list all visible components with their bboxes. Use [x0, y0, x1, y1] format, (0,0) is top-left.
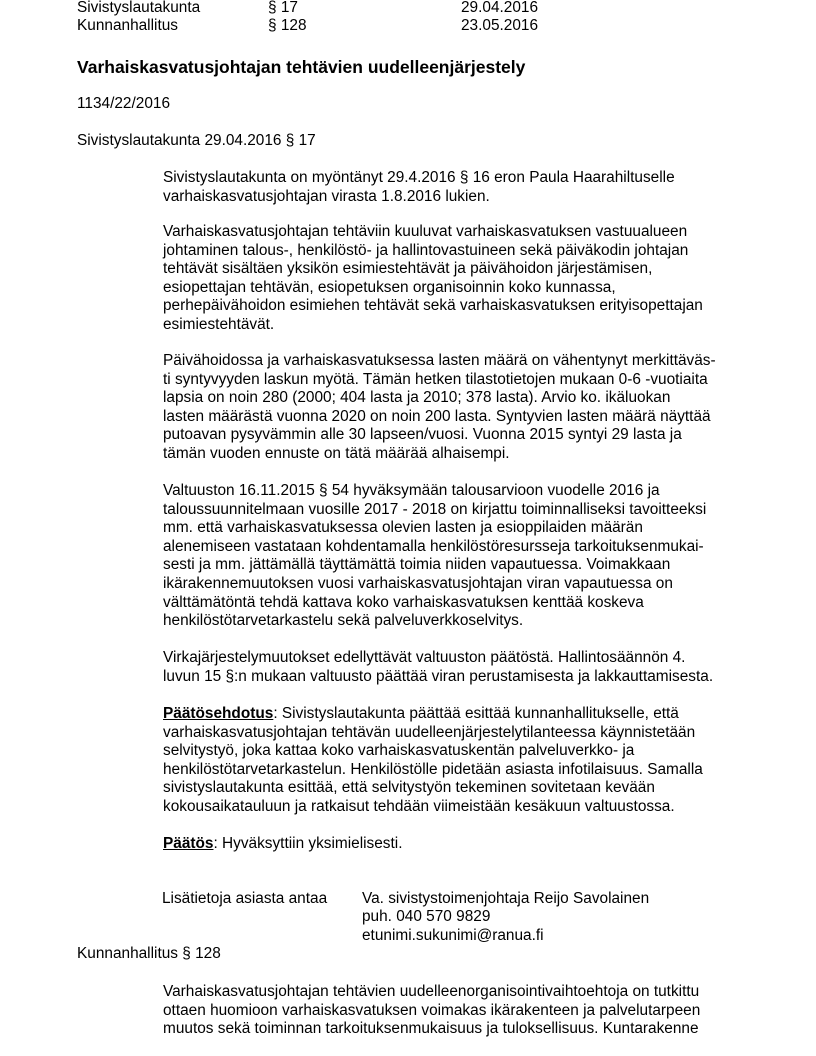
paragraph-duties	[163, 223, 763, 335]
text-line: Päivähoidossa ja varhaiskasvatuksessa lasten määrä on vähentynyt merkittäväs-	[163, 352, 716, 369]
text-line: tämän vuoden ennuste on tätä määrää alhaisempi.	[163, 444, 510, 462]
header-date-1: 29.04.2016	[461, 0, 539, 16]
decision-proposal	[163, 705, 763, 817]
text-line: perhepäivähoidon esimiehen tehtävät sekä varhaiskasvatuksen erityisopettajan	[163, 297, 703, 315]
text-line: ikärakennemuutoksen vuosi varhaiskasvatusjohtajan viran vapautuessa on	[163, 574, 673, 592]
text-line: taloussuunnitelmaan vuosille 2017 - 2018 on kirjattu toiminnalliseksi tavoitteeksi	[163, 500, 707, 518]
text-line: mm. että varhaiskasvatuksessa olevien lasten ja esioppilaiden määrän	[163, 519, 643, 537]
decision-label: Päätös	[163, 835, 214, 852]
text-line: lapsia on noin 280 (2000; 404 lasta ja 2010; 378 lasta). Arvio ko. ikäluokan	[163, 389, 671, 407]
text-line: muutos sekä toiminnan tarkoituksenmukaisuus ja tuloksellisuus. Kuntarakenne	[163, 1020, 699, 1038]
text-line: putoavan pysyvämmin alle 30 lapseen/vuosi. Vuonna 2015 syntyi 29 lasta ja	[163, 426, 682, 444]
text-line: selvitystyö, joka kattaa koko varhaiskasvatuskentän palveluverkko- ja	[163, 742, 635, 760]
paragraph-resignation	[163, 169, 763, 206]
text-line: alenemiseen vastataan kohdentamalla henkilöstöresursseja tarkoituksenmukai-	[163, 537, 704, 555]
text-line: Varhaiskasvatusjohtajan tehtävien uudelleenorganisointivaihtoehtoja on tutkittu	[163, 983, 700, 1000]
text-line: ottaen huomioon varhaiskasvatuksen voimakas ikärakenteen ja palvelutarpeen	[163, 1001, 701, 1019]
header-date-2: 23.05.2016	[461, 17, 539, 34]
paragraph-regulation	[163, 649, 763, 686]
text-line: henkilöstötarvetarkastelun. Henkilöstölle pidetään asiasta infotilaisuus. Samalla	[163, 760, 703, 778]
text-line: varhaiskasvatusjohtajan virasta 1.8.2016 lukien.	[163, 187, 490, 205]
proposal-first-line: : Sivistyslautakunta päättää esittää kunnanhallitukselle, että	[273, 705, 679, 722]
case-number: 1134/22/2016	[77, 95, 171, 112]
document-title: Varhaiskasvatusjohtajan tehtävien uudelleenjärjestely	[77, 57, 526, 77]
text-line: esimiestehtävät.	[163, 315, 275, 333]
text-line: tehtävät sisältäen yksikön esimiestehtävät ja päivähoidon järjestämisen,	[163, 260, 653, 278]
text-line: varhaiskasvatusjohtajan tehtävän uudelleenjärjestelytilanteessa käynnistetään	[163, 723, 696, 741]
text-line: henkilöstötarvetarkastelu sekä palveluverkkoselvitys.	[163, 612, 524, 630]
text-line: Valtuuston 16.11.2015 § 54 hyväksymään talousarvioon vuodelle 2016 ja	[163, 482, 660, 499]
decision	[163, 835, 763, 854]
text-line: välttämätöntä tehdä kattava koko varhaiskasvatuksen kenttää koskeva	[163, 593, 644, 611]
proposal-label: Päätösehdotus	[163, 705, 274, 722]
text-line: luvun 15 §:n mukaan valtuusto päättää viran perustamisesta ja lakkauttamisesta.	[163, 667, 714, 685]
header-body-1: Sivistyslautakunta	[77, 0, 201, 16]
text-line: Virkajärjestelymuutokset edellyttävät valtuuston päätöstä. Hallintosäännön 4.	[163, 649, 686, 666]
text-line: lasten määrästä vuonna 2020 on noin 200 lasta. Syntyvien lasten määrä näyttää	[163, 407, 711, 425]
board2-heading: Kunnanhallitus § 128	[77, 945, 221, 962]
paragraph-child-numbers	[163, 352, 763, 464]
text-line: sivistyslautakunta esittää, että selvitystyön tekeminen sovitetaan kevään	[163, 779, 655, 797]
decision-text: : Hyväksyttiin yksimielisesti.	[213, 835, 403, 852]
text-line: kokousaikatauluun ja ratkaisut tehdään viimeistään kesäkuun valtuustossa.	[163, 797, 675, 815]
contact-phone: puh. 040 570 9829	[362, 908, 491, 925]
paragraph-budget	[163, 482, 763, 631]
text-line: johtaminen talous-, henkilöstö- ja hallintovastuineen sekä päiväkodin johtajan	[163, 241, 689, 259]
text-line: esiopettajan tehtävän, esiopetuksen organisoinnin koko kunnassa,	[163, 278, 616, 296]
text-line: Varhaiskasvatusjohtajan tehtäviin kuuluvat varhaiskasvatuksen vastuualueen	[163, 223, 688, 240]
header-section-2: § 128	[268, 17, 307, 34]
contact-name: Va. sivistystoimenjohtaja Reijo Savolainen	[362, 890, 650, 907]
board-heading: Sivistyslautakunta 29.04.2016 § 17	[77, 132, 316, 149]
text-line: ti syntyvyyden laskun myötä. Tämän hetken tilastotietojen mukaan 0-6 -vuotiaita	[163, 370, 708, 388]
paragraph-board2	[163, 983, 763, 1039]
text-line: sesti ja mm. jättämällä täyttämättä toimia niiden vapautuessa. Voimakkaan	[163, 556, 671, 574]
contact-email[interactable]: etunimi.sukunimi@ranua.fi	[362, 927, 544, 944]
contact-label: Lisätietoja asiasta antaa	[162, 890, 328, 907]
header-section-1: § 17	[268, 0, 298, 16]
header-body-2: Kunnanhallitus	[77, 17, 178, 34]
text-line: Sivistyslautakunta on myöntänyt 29.4.2016 § 16 eron Paula Haarahiltuselle	[163, 169, 675, 186]
